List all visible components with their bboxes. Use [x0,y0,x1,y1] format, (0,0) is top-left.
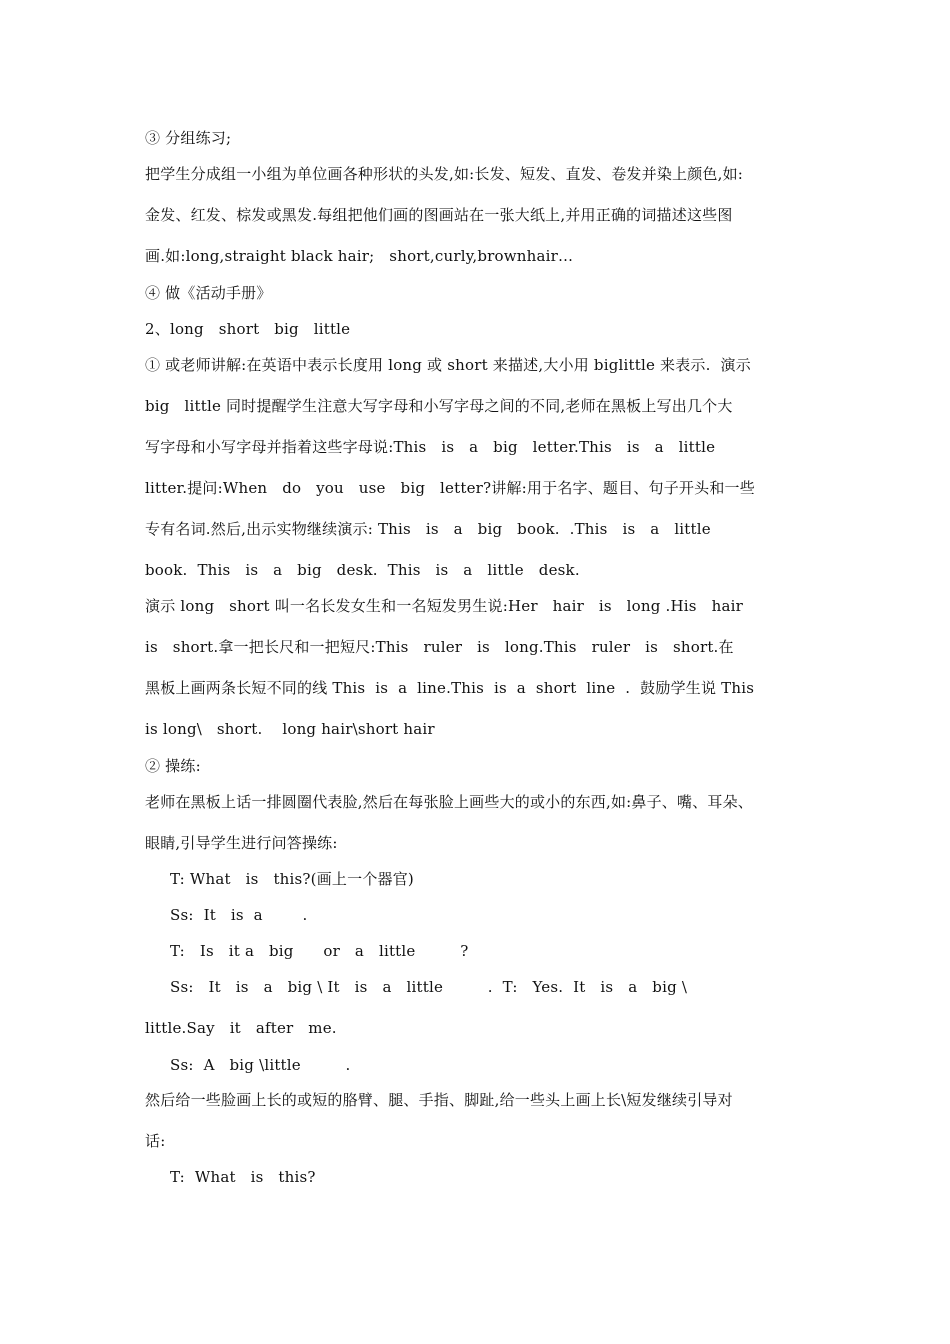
paragraph-line: 黑板上画两条长短不同的线 This is a line.This is a short line . 鼓励学生说 This [145,679,755,697]
paragraph-line: 话: [145,1132,166,1150]
dialogue-line: little.Say it after me. [145,1019,337,1037]
paragraph-line: litter.提问:When do you use big letter?讲解:用于名字、题目、句子开头和一些 [145,479,755,497]
heading-activity-book: ④ 做《活动手册》 [145,284,272,302]
paragraph-line: big little 同时提醒学生注意大写字母和小写字母之间的不同,老师在黑板上写出几个大 [145,397,733,415]
paragraph-line: 把学生分成组一小组为单位画各种形状的头发,如:长发、短发、直发、卷发并染上颜色,如: [145,165,744,183]
paragraph-line: 老师在黑板上话一排圆圈代表脸,然后在每张脸上画些大的或小的东西,如:鼻子、嘴、耳朵、 [145,793,753,811]
paragraph-line: is short.拿一把长尺和一把短尺:This ruler is long.This ruler is short.在 [145,638,734,656]
paragraph-line: 画.如:long,straight black hair; short,curly,brownhair… [145,247,574,265]
paragraph-line: 金发、红发、棕发或黑发.每组把他们画的图画站在一张大纸上,并用正确的词描述这些图 [145,206,733,224]
dialogue-line: Ss: It is a big \ It is a little . T: Yes. It is a big \ [170,978,688,996]
dialogue-line: T: Is it a big or a little ? [170,942,469,960]
heading-section-2: 2、long short big little [145,320,351,338]
dialogue-line: Ss: A big \little . [170,1056,351,1074]
paragraph-line: 写字母和小写字母并指着这些字母说:This is a big letter.This is a little [145,438,716,456]
paragraph-line: 眼睛,引导学生进行问答操练: [145,834,338,852]
dialogue-line: T: What is this? [170,1168,316,1186]
paragraph-line: 然后给一些脸画上长的或短的胳臂、腿、手指、脚趾,给一些头上画上长\短发继续引导对 [145,1091,733,1109]
paragraph-line: book. This is a big desk. This is a little desk. [145,561,580,579]
dialogue-line: T: What is this?(画上一个器官) [170,870,414,888]
paragraph-line: 演示 long short 叫一名长发女生和一名短发男生说:Her hair is long .His hair [145,597,743,615]
paragraph-line: ① 或老师讲解:在英语中表示长度用 long 或 short 来描述,大小用 biglittle 来表示. 演示 [145,356,751,374]
paragraph-line: is long\ short. long hair\short hair [145,720,435,738]
heading-group-practice: ③ 分组练习; [145,129,232,147]
dialogue-line: Ss: It is a . [170,906,308,924]
heading-drill: ② 操练: [145,757,201,775]
paragraph-line: 专有名词.然后,出示实物继续演示: This is a big book. .This is a little [145,520,711,538]
